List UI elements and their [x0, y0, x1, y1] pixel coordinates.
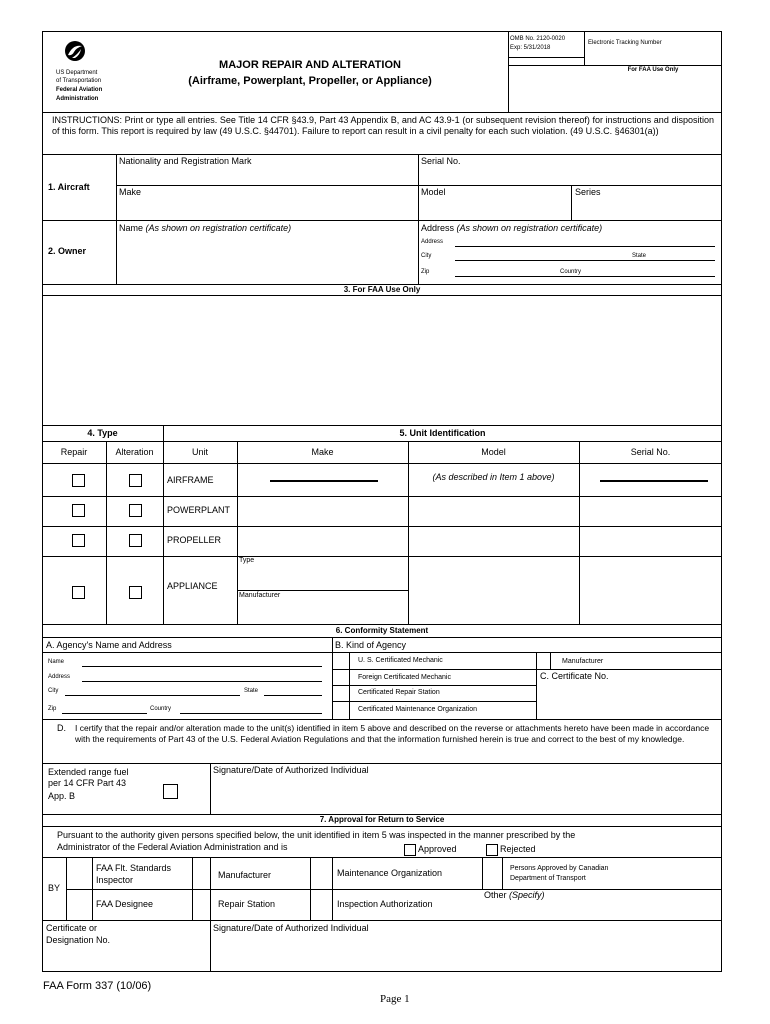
agency-name-field[interactable]: Name: [48, 659, 65, 665]
other-specify-field[interactable]: Other (Specify): [484, 890, 545, 900]
omb-expiration: Exp: 5/31/2018: [510, 45, 551, 51]
repair-col-header: Repair: [60, 447, 88, 457]
approved-label: Approved: [418, 844, 457, 854]
powerplant-repair-checkbox[interactable]: [72, 504, 85, 517]
kind-of-agency-heading: B. Kind of Agency: [335, 640, 407, 650]
repair-station-approval-checkbox[interactable]: [193, 890, 210, 920]
pursuant-line1: Pursuant to the authority given persons specified below, the unit identified in item 5 was inspected in the manner prescribed by the: [57, 830, 576, 840]
propeller-alteration-checkbox[interactable]: [129, 534, 142, 547]
owner-name-field[interactable]: Name (As shown on registration certificate): [119, 223, 292, 233]
as-described-note: (As described in Item 1 above): [432, 472, 555, 482]
faa-use-area[interactable]: [43, 296, 721, 425]
canadian-checkbox[interactable]: [483, 858, 502, 889]
ext-fuel-checkbox[interactable]: [163, 784, 178, 799]
kind-manufacturer: Manufacturer: [562, 658, 604, 665]
owner-city-field[interactable]: City: [421, 253, 432, 259]
conformity-signature-field[interactable]: Signature/Date of Authorized Individual: [213, 765, 369, 775]
propeller-repair-checkbox[interactable]: [72, 534, 85, 547]
ext-fuel-line3: App. B: [48, 791, 76, 801]
owner-address-heading: Address (As shown on registration certificate): [421, 223, 603, 233]
rejected-label: Rejected: [500, 844, 536, 854]
serial-col-header: Serial No.: [630, 447, 671, 457]
aircraft-make-field[interactable]: Make: [119, 187, 142, 197]
us-mechanic-checkbox[interactable]: [333, 653, 349, 668]
appliance-manufacturer-field[interactable]: Manufacturer: [239, 592, 281, 599]
appliance-repair-checkbox[interactable]: [72, 586, 85, 599]
conformity-heading: 6. Conformity Statement: [335, 626, 429, 635]
kind-repair-station: Certificated Repair Station: [358, 689, 440, 696]
appliance-label: APPLIANCE: [167, 581, 218, 591]
appliance-type-field[interactable]: Type: [239, 557, 255, 564]
page-number: Page 1: [380, 993, 410, 1005]
manufacturer-option: Manufacturer: [218, 870, 272, 880]
faa-designee-checkbox[interactable]: [67, 890, 92, 920]
dot-logo: [64, 40, 86, 62]
faa-use-heading: 3. For FAA Use Only: [343, 285, 421, 294]
maintenance-org-option: Maintenance Organization: [337, 868, 443, 878]
instructions-text: INSTRUCTIONS: Print or type all entries. See Title 14 CFR §43.9, Part 43 Appendix B, and AC 43.9-1 (or subsequent revision thereof) for instructions and disposition of this form. This report is required by law (49 U.S.C. §44701). Failure to report can result in a civil penalty for each such violation. (49 U.S.C. §46301(a)): [52, 115, 714, 136]
ext-fuel-line2: per 14 CFR Part 43: [48, 778, 127, 788]
faa-use-label: For FAA Use Only: [627, 67, 679, 73]
aircraft-model-field[interactable]: Model: [421, 187, 446, 197]
approval-signature-field[interactable]: Signature/Date of Authorized Individual: [213, 923, 369, 933]
powerplant-alteration-checkbox[interactable]: [129, 504, 142, 517]
maintenance-org-checkbox[interactable]: [333, 702, 349, 718]
flt-standards-checkbox[interactable]: [67, 858, 92, 889]
owner-country-field[interactable]: Country: [560, 269, 582, 275]
repair-station-checkbox[interactable]: [333, 686, 349, 701]
propeller-label: PROPELLER: [167, 535, 222, 545]
unit-col-header: Unit: [191, 447, 208, 457]
manufacturer-approval-checkbox[interactable]: [193, 858, 210, 889]
maintenance-org-approval-checkbox[interactable]: [311, 858, 332, 889]
pursuant-line2: Administrator of the Federal Aviation Administration and is: [57, 842, 288, 852]
canadian-line1: Persons Approved by Canadian: [510, 865, 609, 872]
agency-state-field[interactable]: State: [244, 688, 259, 694]
rejected-checkbox[interactable]: [486, 844, 498, 856]
flt-standards-line2: Inspector: [96, 875, 134, 885]
inspection-auth-checkbox[interactable]: [311, 890, 332, 920]
airframe-alteration-checkbox[interactable]: [129, 474, 142, 487]
inspection-auth-option: Inspection Authorization: [337, 899, 433, 909]
certificate-line2[interactable]: Designation No.: [46, 935, 111, 945]
unit-id-heading: 5. Unit Identification: [399, 428, 486, 438]
faa-designee-option: FAA Designee: [96, 899, 154, 909]
aircraft-series-field[interactable]: Series: [575, 187, 601, 197]
model-col-header: Model: [481, 447, 506, 457]
dept-line2: of Transportation: [56, 78, 102, 84]
agency-line2: Administration: [56, 96, 99, 102]
kind-foreign-mechanic: Foreign Certificated Mechanic: [358, 674, 451, 681]
airframe-label: AIRFRAME: [167, 475, 214, 485]
powerplant-label: POWERPLANT: [167, 505, 231, 515]
owner-state-field[interactable]: State: [632, 253, 647, 259]
agency-country-field[interactable]: Country: [150, 706, 172, 712]
owner-zip-field[interactable]: Zip: [421, 269, 430, 275]
omb-number: OMB No. 2120-0020: [510, 36, 566, 42]
form-title: MAJOR REPAIR AND ALTERATION: [219, 59, 401, 71]
airframe-repair-checkbox[interactable]: [72, 474, 85, 487]
ext-fuel-line1: Extended range fuel: [48, 767, 129, 777]
aircraft-label: 1. Aircraft: [48, 182, 90, 192]
certify-prefix: D.: [57, 723, 66, 733]
alteration-col-header: Alteration: [115, 447, 154, 457]
repair-station-option: Repair Station: [218, 899, 276, 909]
owner-label: 2. Owner: [48, 246, 87, 256]
approved-checkbox[interactable]: [404, 844, 416, 856]
tracking-label[interactable]: Electronic Tracking Number: [588, 40, 662, 46]
agency-address-field[interactable]: Address: [48, 674, 71, 680]
owner-address-field[interactable]: Address: [421, 239, 444, 245]
by-label: BY: [48, 883, 61, 893]
agency-zip-field[interactable]: Zip: [48, 706, 57, 712]
agency-name-address-heading: A. Agency's Name and Address: [46, 640, 172, 650]
type-heading: 4. Type: [87, 428, 118, 438]
manufacturer-checkbox[interactable]: [537, 653, 550, 668]
certificate-no-field[interactable]: C. Certificate No.: [540, 671, 609, 681]
appliance-alteration-checkbox[interactable]: [129, 586, 142, 599]
make-col-header: Make: [311, 447, 334, 457]
agency-line1: Federal Aviation: [56, 87, 103, 93]
certify-statement: I certify that the repair and/or alteration made to the unit(s) identified in item 5 above and described on the reverse or attachments hereto have been made in accordance with the requirements of Part 43 of the U.S. Federal Aviation Regulations and that the information furnished herein is true and correct to the best of my knowledge.: [75, 723, 710, 744]
certificate-line1: Certificate or: [46, 923, 98, 933]
form-subtitle: (Airframe, Powerplant, Propeller, or Appliance): [188, 75, 432, 87]
foreign-mechanic-checkbox[interactable]: [333, 670, 349, 685]
kind-maintenance-org: Certificated Maintenance Organization: [358, 706, 478, 713]
approval-heading: 7. Approval for Return to Service: [319, 815, 445, 824]
flt-standards-line1: FAA Flt. Standards: [96, 863, 172, 873]
aircraft-serial-field[interactable]: Serial No.: [421, 156, 461, 166]
dept-line1: US Department: [56, 70, 98, 76]
canadian-line2: Department of Transport: [510, 875, 586, 882]
nationality-registration-field[interactable]: Nationality and Registration Mark: [119, 156, 252, 166]
kind-us-mechanic: U. S. Certificated Mechanic: [358, 657, 443, 664]
form-identifier: FAA Form 337 (10/06): [43, 980, 152, 992]
agency-city-field[interactable]: City: [48, 688, 59, 694]
